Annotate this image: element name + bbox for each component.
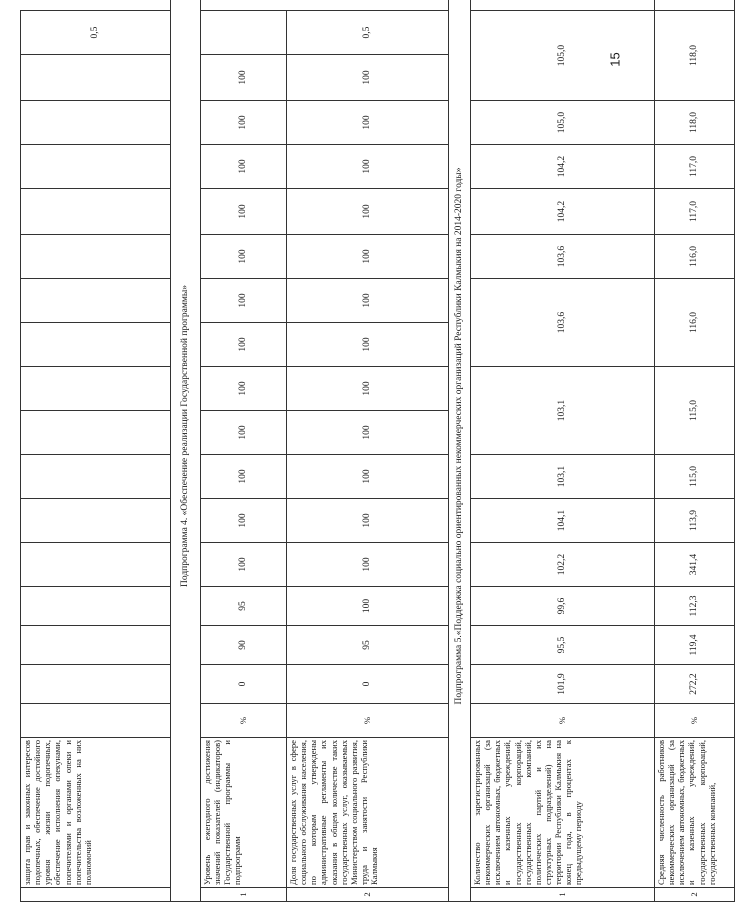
row-number [21, 888, 171, 902]
value-cell: 112,3 [655, 587, 735, 626]
value-cell [21, 665, 171, 704]
value-cell: 116,0 [655, 279, 735, 367]
value-cell: 100 [287, 235, 449, 279]
value-cell: 117,0 [655, 145, 735, 189]
value-cell: 105,0 [471, 11, 655, 101]
row-number: 2 [287, 888, 449, 902]
value-cell: 100 [201, 323, 287, 367]
value-cell: 113,9 [655, 499, 735, 543]
table-row [201, 0, 287, 902]
unit-cell: % [287, 704, 449, 738]
value-cell: 100 [201, 279, 287, 323]
value-cell: 100 [201, 543, 287, 587]
indicator-name: Доля государственных услуг в сфере социального обслуживания населения, по которым утверждены административные регламенты их оказания в общем количестве таких государственных услуг, оказываемых Министерством социального развития, труда и занятости Республики Калмыкия [287, 738, 449, 888]
value-cell [21, 55, 171, 101]
row-number: 1 [201, 888, 287, 902]
table-row [21, 0, 171, 902]
value-cell [21, 455, 171, 499]
value-cell: 100 [287, 145, 449, 189]
section-row [171, 0, 201, 902]
value-cell: 95,5 [471, 626, 655, 665]
section-title: Подпрограмма 5.«Поддержка социально ориентированных некоммерческих организаций Республики Калмыкия на 2014-2020 годы» [449, 0, 471, 902]
value-cell: 119,4 [655, 626, 735, 665]
value-cell [21, 235, 171, 279]
section-row [449, 0, 471, 902]
indicator-table [20, 0, 735, 902]
weight-cell: 0,5 [21, 11, 171, 55]
value-cell: 100 [287, 455, 449, 499]
value-cell: 100 [287, 189, 449, 235]
weight-cell [201, 11, 287, 55]
value-cell: 105,0 [471, 101, 655, 145]
value-cell: 0 [201, 665, 287, 704]
value-cell: 104,1 [471, 499, 655, 543]
value-cell: 100 [201, 55, 287, 101]
value-cell: 101,9 [471, 665, 655, 704]
value-cell: 100 [287, 279, 449, 323]
value-cell [21, 101, 171, 145]
value-cell [21, 499, 171, 543]
value-cell: 103,6 [471, 235, 655, 279]
value-cell: 100 [287, 101, 449, 145]
value-cell: 95 [201, 587, 287, 626]
unit-cell: % [201, 704, 287, 738]
value-cell [21, 323, 171, 367]
value-cell: 100 [201, 189, 287, 235]
table-row [471, 0, 655, 902]
indicator-table-body [21, 0, 735, 902]
value-cell: 100 [201, 455, 287, 499]
weight-cell [471, 0, 655, 11]
weight-cell [655, 0, 735, 11]
value-cell: 118,0 [655, 11, 735, 101]
value-cell: 100 [201, 145, 287, 189]
value-cell: 102,2 [471, 543, 655, 587]
value-cell: 104,2 [471, 189, 655, 235]
value-cell: 103,1 [471, 455, 655, 499]
value-cell: 100 [287, 323, 449, 367]
value-cell: 116,0 [655, 235, 735, 279]
table-row [287, 0, 449, 902]
row-number: 1 [471, 888, 655, 902]
value-cell: 104,2 [471, 145, 655, 189]
value-cell: 103,1 [471, 367, 655, 455]
value-cell [21, 587, 171, 626]
value-cell [21, 411, 171, 455]
value-cell: 100 [201, 499, 287, 543]
value-cell: 115,0 [655, 367, 735, 455]
value-cell: 100 [201, 367, 287, 411]
unit-cell: % [471, 704, 655, 738]
value-cell: 90 [201, 626, 287, 665]
indicator-name: защита прав и законных интересов подопечных, обеспечение достойного уровня жизни подопечных, обеспечение исполнения опекунами, попечителями и органами опеки и попечительства возложенных на них полномочий [21, 738, 171, 888]
value-cell [21, 145, 171, 189]
value-cell: 100 [287, 543, 449, 587]
value-cell: 100 [287, 587, 449, 626]
value-cell: 341,4 [655, 543, 735, 587]
value-cell: 100 [201, 101, 287, 145]
unit-cell: % [655, 704, 735, 738]
value-cell [21, 367, 171, 411]
indicator-table-page [20, 7, 717, 902]
value-cell: 95 [287, 626, 449, 665]
value-cell [21, 626, 171, 665]
value-cell: 0 [287, 665, 449, 704]
value-cell: 117,0 [655, 189, 735, 235]
value-cell: 99,6 [471, 587, 655, 626]
value-cell: 100 [201, 235, 287, 279]
value-cell: 100 [287, 55, 449, 101]
value-cell [21, 279, 171, 323]
value-cell: 118,0 [655, 101, 735, 145]
value-cell [21, 543, 171, 587]
value-cell: 100 [201, 411, 287, 455]
indicator-name: Уровень ежегодного достижения значений показателей (индикаторов) Государственной программы и подпрограмм [201, 738, 287, 888]
unit-cell [21, 704, 171, 738]
row-number: 2 [655, 888, 735, 902]
value-cell: 100 [287, 367, 449, 411]
weight-cell: 0,5 [287, 11, 449, 55]
value-cell: 100 [287, 499, 449, 543]
value-cell: 103,6 [471, 279, 655, 367]
indicator-name: Средняя численность работников некоммерческих организаций (за исключением автономных, бюджетных и казенных учреждений, государственных корпораций, государственных компаний, [655, 738, 735, 888]
value-cell: 100 [287, 411, 449, 455]
value-cell [21, 189, 171, 235]
page-number: 15 [607, 52, 623, 67]
table-row [655, 0, 735, 902]
indicator-name: Количество зарегистрированных некоммерческих организаций (за исключением автономных, бюджетных и казенных учреждений, государственных корпораций, государственных компаний, политических партий и их структурных подразделений) на территории Республики Калмыкия на конец года, в процентах к предыдущему периоду [471, 738, 655, 888]
section-title: Подпрограмма 4. «Обеспечение реализации Государственной программы» [171, 0, 201, 902]
value-cell: 115,0 [655, 455, 735, 499]
value-cell: 272,2 [655, 665, 735, 704]
